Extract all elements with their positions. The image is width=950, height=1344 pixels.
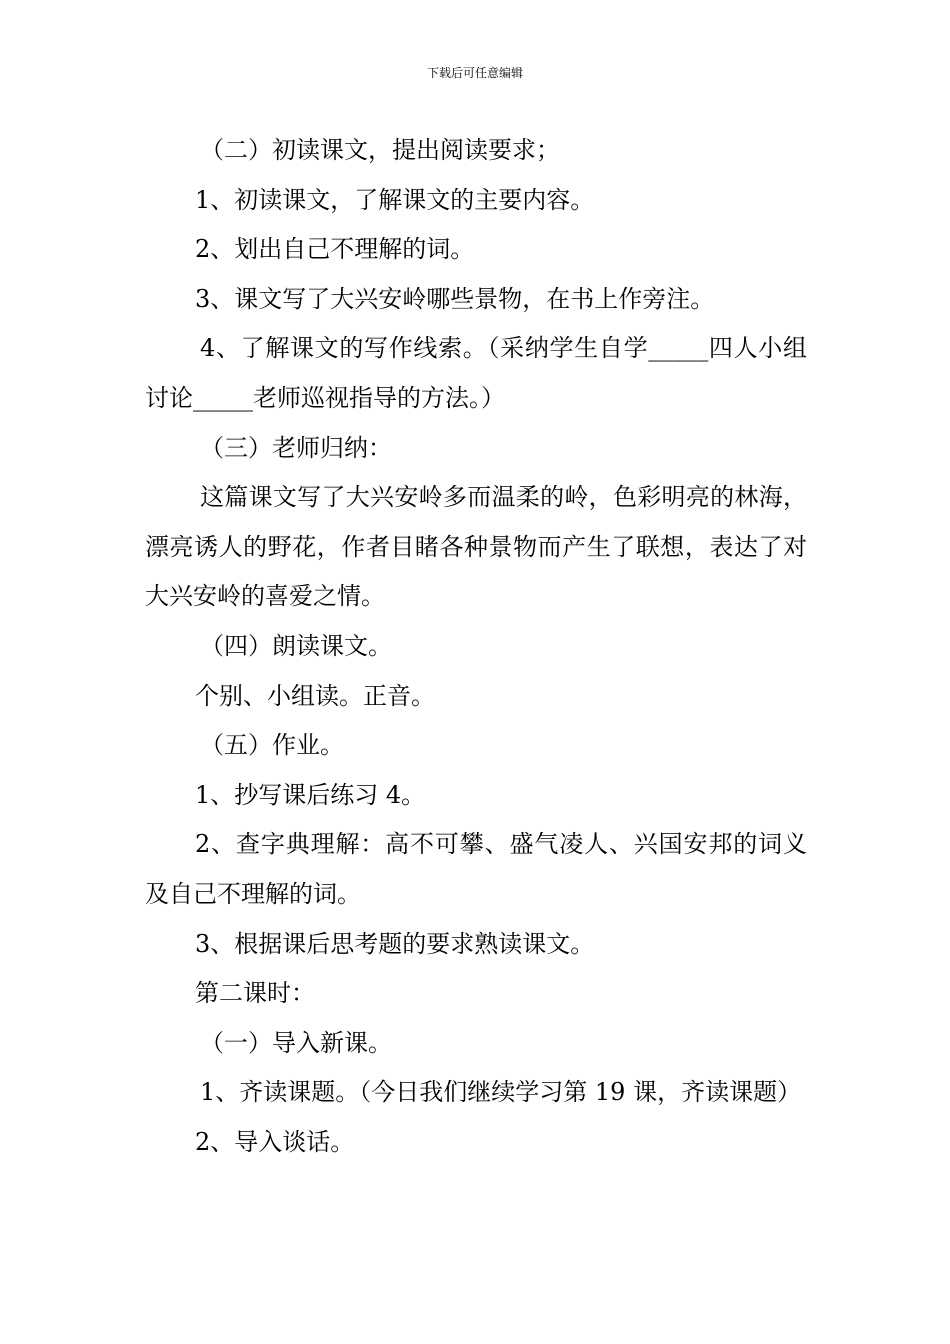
list-item: 4、了解课文的写作线索。（采纳学生自学_____四人小组讨论_____老师巡视指导的方法。） (145, 334, 807, 412)
section-heading-3: （三）老师归纳： (200, 433, 392, 462)
section-heading-4: （四）朗读课文。 (200, 631, 392, 660)
summary-paragraph: 这篇课文写了大兴安岭多而温柔的岭，色彩明亮的林海，漂亮诱人的野花，作者目睹各种景物而产生了联想，表达了对大兴安岭的喜爱之情。 (145, 483, 807, 611)
list-item: 2、查字典理解：高不可攀、盛气凌人、兴国安邦的词义及自己不理解的词。 (145, 830, 807, 908)
list-item: 3、课文写了大兴安岭哪些景物，在书上作旁注。 (195, 284, 715, 313)
document-body (145, 126, 807, 1167)
list-item: 1、初读课文，了解课文的主要内容。 (195, 185, 595, 214)
section-heading-1: （一）导入新课。 (200, 1028, 392, 1057)
section-heading-5: （五）作业。 (200, 731, 344, 760)
list-item: 2、导入谈话。 (195, 1127, 355, 1156)
list-item: 3、根据课后思考题的要求熟读课文。 (195, 929, 595, 958)
lesson-heading: 第二课时： (195, 979, 315, 1008)
list-item: 1、齐读课题。（今日我们继续学习第 19 课，齐读课题） (200, 1078, 802, 1107)
list-item: 2、划出自己不理解的词。 (195, 235, 475, 264)
body-paragraph: 个别、小组读。正音。 (195, 681, 435, 710)
section-heading-2: （二）初读课文，提出阅读要求； (200, 136, 560, 164)
page-header: 下载后可任意编辑 (426, 66, 523, 80)
list-item: 1、抄写课后练习 4。 (195, 780, 426, 809)
